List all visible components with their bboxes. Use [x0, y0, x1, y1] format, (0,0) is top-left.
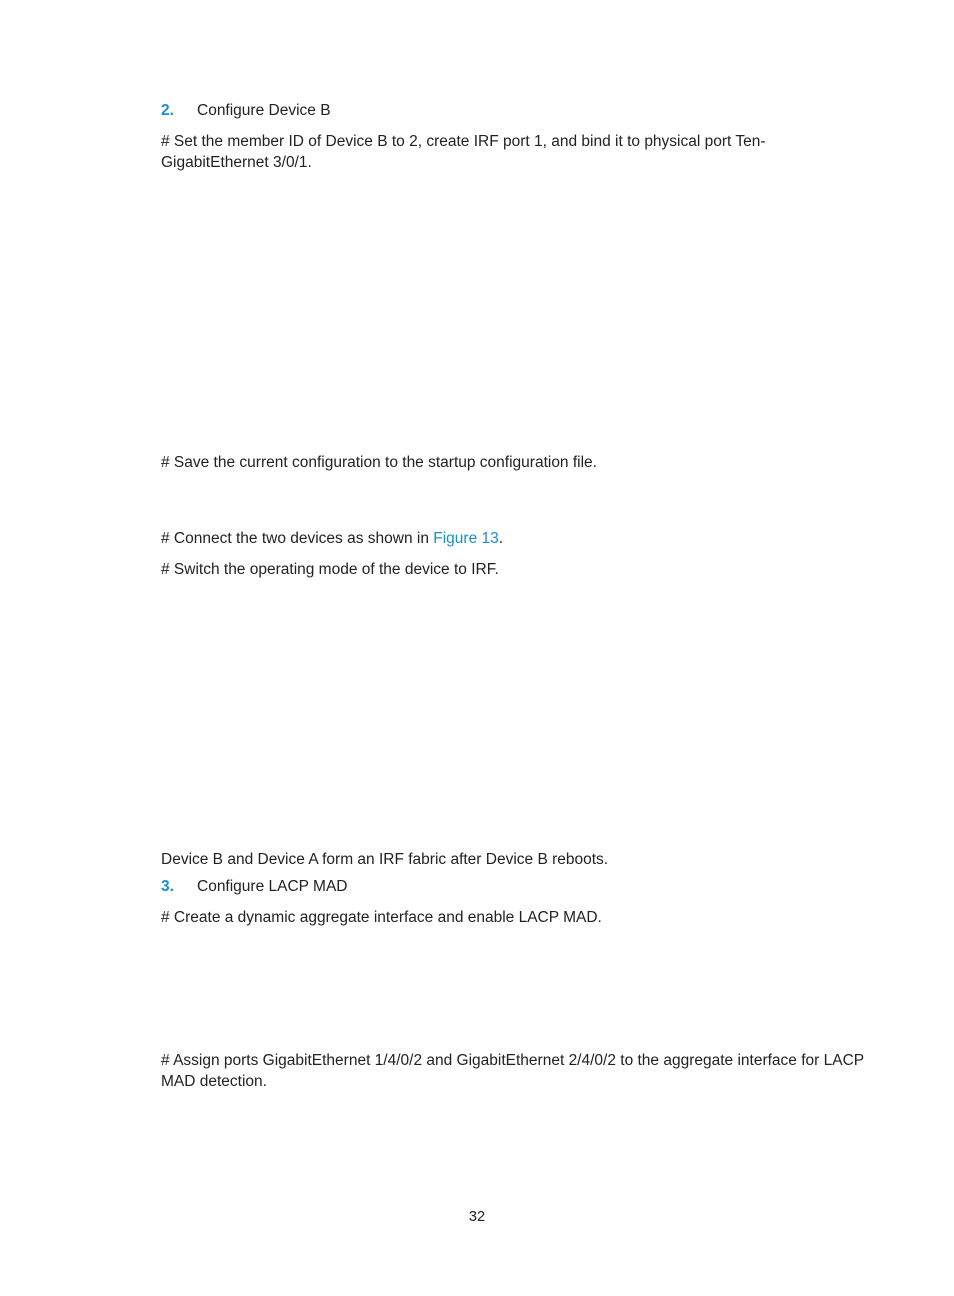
page-number: 32: [468, 1209, 486, 1225]
paragraph-assign-ports: # Assign ports GigabitEthernet 1/4/0/2 and GigabitEthernet 2/4/0/2 to the aggregate interface for LACP MAD detection.: [161, 1052, 864, 1090]
connect-text-before: # Connect the two devices as shown in: [161, 530, 434, 547]
step-3-heading: [161, 876, 347, 897]
step-2-heading: [161, 100, 331, 121]
step-number: 3.: [161, 878, 174, 895]
paragraph-connect-devices: [161, 528, 865, 549]
step-label: Configure LACP MAD: [197, 878, 348, 895]
paragraph-save-configuration: # Save the current configuration to the startup configuration file.: [161, 454, 597, 471]
paragraph-switch-mode: # Switch the operating mode of the device to IRF.: [161, 561, 499, 578]
connect-text-after: .: [498, 530, 504, 547]
paragraph-create-aggregate: # Create a dynamic aggregate interface and enable LACP MAD.: [161, 909, 602, 926]
step-label: Configure Device B: [197, 102, 331, 119]
step-number: 2.: [161, 102, 174, 119]
paragraph-set-member-id: # Set the member ID of Device B to 2, create IRF port 1, and bind it to physical port Ten-GigabitEthernet 3/0/1.: [161, 133, 766, 171]
paragraph-irf-fabric-formed: Device B and Device A form an IRF fabric after Device B reboots.: [161, 851, 609, 868]
figure-13-link[interactable]: Figure 13: [433, 530, 499, 547]
